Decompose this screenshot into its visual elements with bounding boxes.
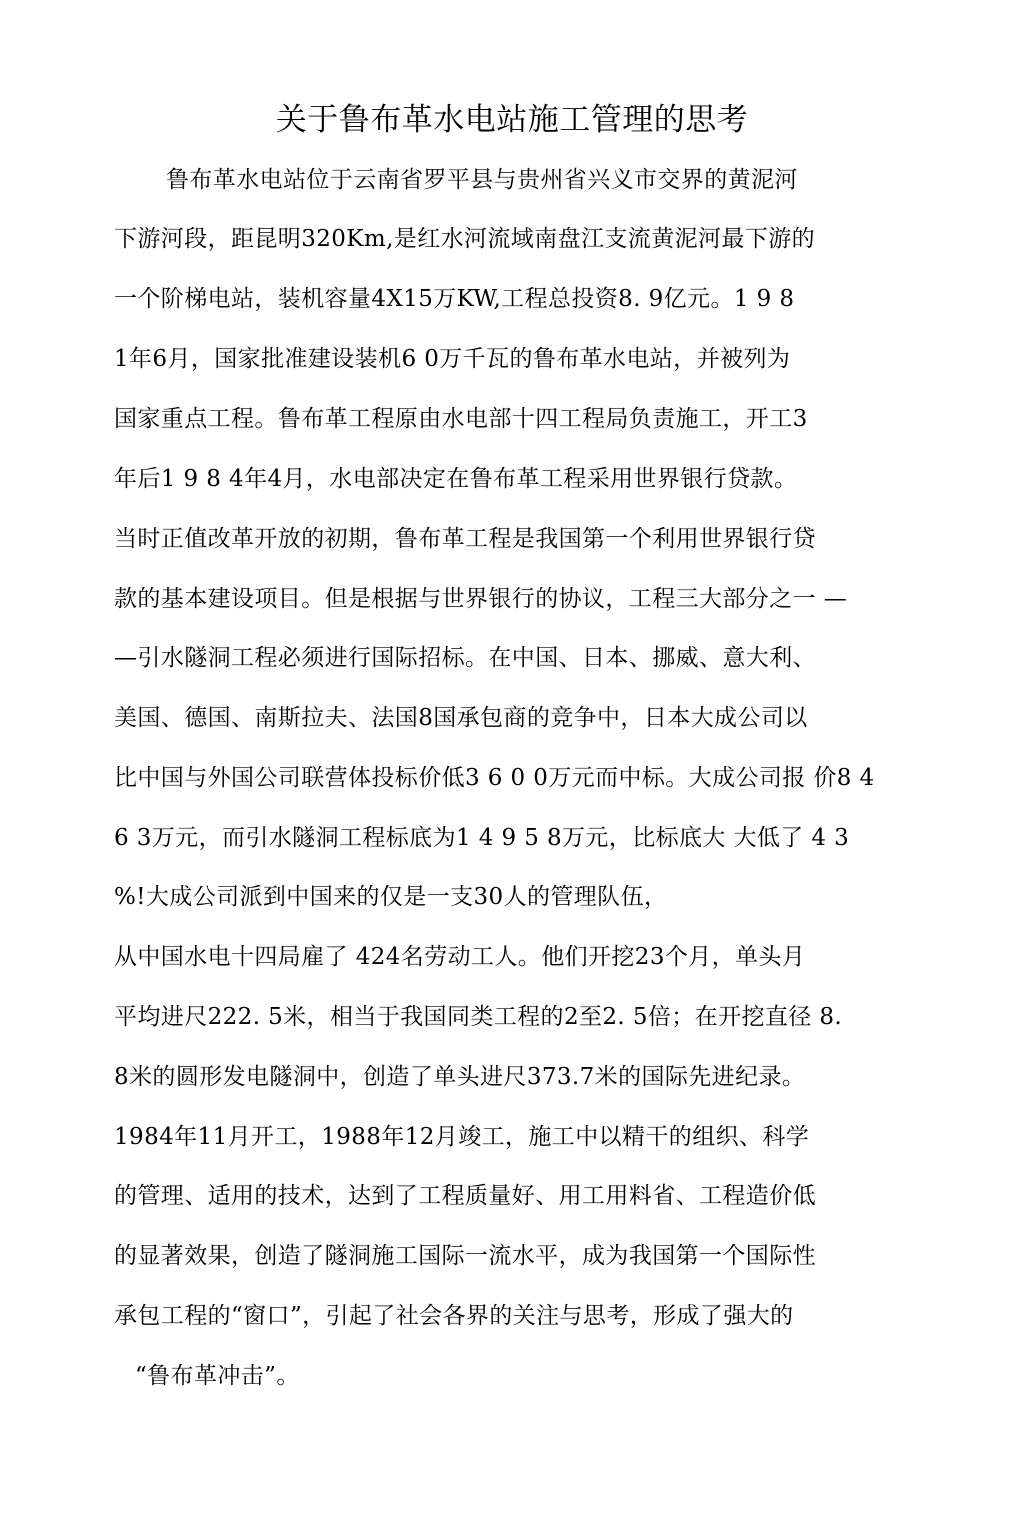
paragraph-line: 下游河段，距昆明320Km,是红水河流域南盘江支流黄泥河最下游的 [114,226,816,252]
paragraph-line: 的管理、适用的技术，达到了工程质量好、用工用料省、工程造价低 [114,1183,816,1209]
paragraph-line: 鲁布革水电站位于云南省罗平县与贵州省兴义市交界的黄泥河 [166,167,798,193]
paragraph-line: “鲁布革冲击”。 [135,1363,300,1389]
paragraph-line: 年后1 9 8 4年4月，水电部决定在鲁布革工程采用世界银行贷款。 [114,466,798,492]
paragraph-line: 6 3万元，而引水隧洞工程标底为1 4 9 5 8万元，比标底大 大低了 4 3 [114,825,850,851]
paragraph-line: 比中国与外国公司联营体投标价低3 6 0 0万元而中标。大成公司报 价8 4 [114,765,875,791]
paragraph-line: 款的基本建设项目。但是根据与世界银行的协议，工程三大部分之一 — [114,586,848,612]
paragraph-line: 8米的圆形发电隧洞中，创造了单头进尺373.7米的国际先进纪录。 [114,1064,806,1090]
paragraph-line: 1984年11月开工，1988年12月竣工，施工中以精干的组织、科学 [114,1124,810,1150]
paragraph-line: 国家重点工程。鲁布革工程原由水电部十四工程局负责施工，开工3 [114,406,808,432]
paragraph-line: 平均进尺222. 5米，相当于我国同类工程的2至2. 5倍；在开挖直径 8. [114,1004,843,1030]
paragraph-line: 当时正值改革开放的初期，鲁布革工程是我国第一个利用世界银行贷 [114,526,816,552]
paragraph-line: 1年6月，国家批准建设装机6 0万千瓦的鲁布革水电站，并被列为 [114,346,791,372]
paragraph-line: 一个阶梯电站，装机容量4X15万KW,工程总投资8. 9亿元。1 9 8 [114,286,795,312]
paragraph-line: 美国、德国、南斯拉夫、法国8国承包商的竞争中，日本大成公司以 [114,705,808,731]
paragraph-line: %!大成公司派到中国来的仅是一支30人的管理队伍， [114,884,668,910]
paragraph-line: 从中国水电十四局雇了 424名劳动工人。他们开挖23个月，单头月 [114,944,806,970]
paragraph-line: 承包工程的“窗口”，引起了社会各界的关注与思考，形成了强大的 [114,1303,794,1329]
paragraph-line: 的显著效果，创造了隧洞施工国际一流水平，成为我国第一个国际性 [114,1243,816,1269]
document-title: 关于鲁布革水电站施工管理的思考 [275,102,749,138]
paragraph-line: —引水隧洞工程必须进行国际招标。在中国、日本、挪威、意大利、 [114,645,816,671]
